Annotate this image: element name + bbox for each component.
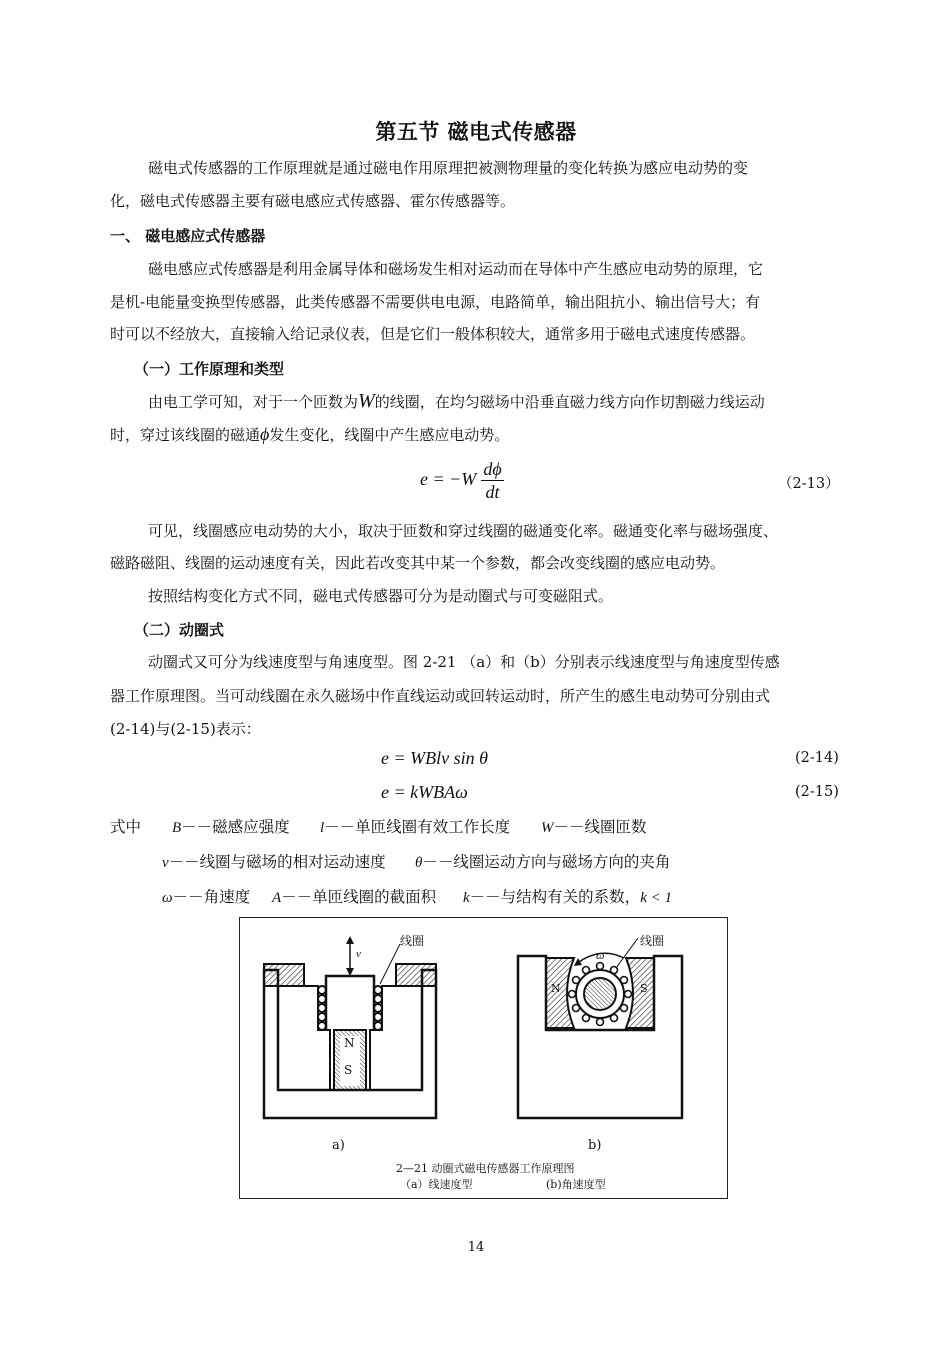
label-magnet-S: S [344,1063,353,1077]
sub2-line-2: 器工作原理图。当可动线圈在永久磁场中作直线运动或回转运动时，所产生的感生电动势可分别由式 [110,687,771,705]
sub1-line-1 [148,391,765,412]
equation-lhs: e = −W [420,469,477,489]
symbol-k-less-1: k < 1 [640,890,672,906]
figure-diagram [240,918,727,1198]
equation-2-14: e = WBlv sin θ [381,748,488,768]
subsection-heading-1: （一）工作原理和类型 [134,360,285,378]
label-rotor-S: S [640,982,648,995]
definition-k [463,885,672,907]
equation-number-2-13: （2-13） [778,476,840,492]
fraction-denominator: dt [485,482,500,502]
symbol-omega: ω [162,890,173,906]
figure-caption-b: (b)角速度型 [546,1178,606,1191]
page-title: 第五节 磁电式传感器 [375,120,577,144]
definition-theta [415,850,670,872]
sub1-line-1-text-a: 由电工学可知，对于一个匝数为 [148,393,359,411]
label-rotor-N: N [551,982,561,995]
variable-W: W [358,390,375,412]
definition-W [541,815,647,837]
intro-line-2: 化，磁电式传感器主要有磁电感应式传感器、霍尔传感器等。 [110,192,516,210]
equation-2-13 [420,458,504,503]
para-after-eq-line-3: 按照结构变化方式不同，磁电式传感器可分为是动圈式与可变磁阻式。 [148,587,614,605]
sub2-line-3: (2-14)与(2-15)表示： [110,720,261,738]
symbol-v: v [162,855,169,871]
para-after-eq-line-2: 磁路磁阻、线圈的运动速度有关，因此若改变其中某一个参数，都会改变线圈的感应电动势。 [110,554,726,572]
label-velocity: v [356,948,361,960]
desc-k: －－与结构有关的系数， [469,888,641,906]
symbol-k: k [463,890,470,906]
label-magnet-N: N [344,1036,355,1050]
section-heading-1: 一、 磁电感应式传感器 [110,227,266,245]
sublabel-b: b) [588,1138,602,1153]
equation-fraction [481,458,503,503]
desc-v: －－线圈与磁场的相对运动速度 [168,853,386,871]
symbol-l: l [320,820,325,836]
definition-A [272,885,436,907]
sub1-line-1-text-b: 的线圈，在均匀磁场中沿垂直磁力线方向作切割磁力线运动 [374,393,765,411]
desc-l: －－单匝线圈有效工作长度 [324,818,511,836]
intro-line-1: 磁电式传感器的工作原理就是通过磁电作用原理把被测物理量的变化转换为感应电动势的变 [148,159,749,177]
symbol-theta: θ [415,855,423,871]
symbol-B: B [172,820,182,836]
definition-omega [162,885,250,907]
desc-theta: －－线圈运动方向与磁场方向的夹角 [422,853,671,871]
definition-v [162,850,386,872]
fraction-numerator: dϕ [483,459,502,479]
symbol-A: A [272,890,282,906]
section1-line-3: 时可以不经放大，直接输入给记录仪表，但是它们一般体积较大，通常多用于磁电式速度传感器。 [110,325,756,343]
label-omega: ω [596,948,605,962]
label-coil-a: 线圈 [400,934,425,948]
equation-number-2-15: (2-15) [795,784,839,800]
label-coil-b: 线圈 [640,934,665,948]
equation-number-2-14: (2-14) [795,750,839,766]
sublabel-a: a) [332,1138,345,1153]
desc-B: －－磁感应强度 [181,818,290,836]
equation-2-15: e = kWBAω [381,782,468,802]
page-number: 14 [467,1240,485,1255]
para-after-eq-line-1: 可见，线圈感应电动势的大小，取决于匝数和穿过线圈的磁通变化率。磁通变化率与磁场强度、 [148,522,779,540]
definitions-prefix: 式中 [110,818,142,836]
subsection-heading-2: （二）动圈式 [134,621,225,639]
sub2-line-1: 动圈式又可分为线速度型与角速度型。图 2-21 （a）和（b）分别表示线速度型与角速度型传感 [148,653,780,671]
definition-B [172,815,290,837]
variable-phi: ϕ [260,424,270,444]
sub1-line-2 [110,424,509,445]
desc-A: －－单匝线圈的截面积 [281,888,437,906]
definition-l [320,815,510,837]
symbol-W: W [541,820,554,836]
diagram-a [264,936,436,1118]
desc-W: －－线圈匝数 [553,818,647,836]
section1-line-2: 是机-电能量变换型传感器，此类传感器不需要供电电源，电路简单，输出阻抗小、输出信号大；有 [110,293,761,311]
desc-omega: －－角速度 [172,888,251,906]
diagram-b [518,938,682,1118]
section1-line-1: 磁电感应式传感器是利用金属导体和磁场发生相对运动而在导体中产生感应电动势的原理，它 [148,260,764,278]
figure-caption-a: （a）线速度型 [400,1178,473,1191]
figure-2-21 [239,917,728,1199]
sub1-line-2-text-b: 发生变化，线圈中产生感应电动势。 [269,426,510,444]
figure-caption: 2—21 动圈式磁电传感器工作原理图 [396,1162,575,1175]
sub1-line-2-text-a: 时，穿过该线圈的磁通 [110,426,261,444]
